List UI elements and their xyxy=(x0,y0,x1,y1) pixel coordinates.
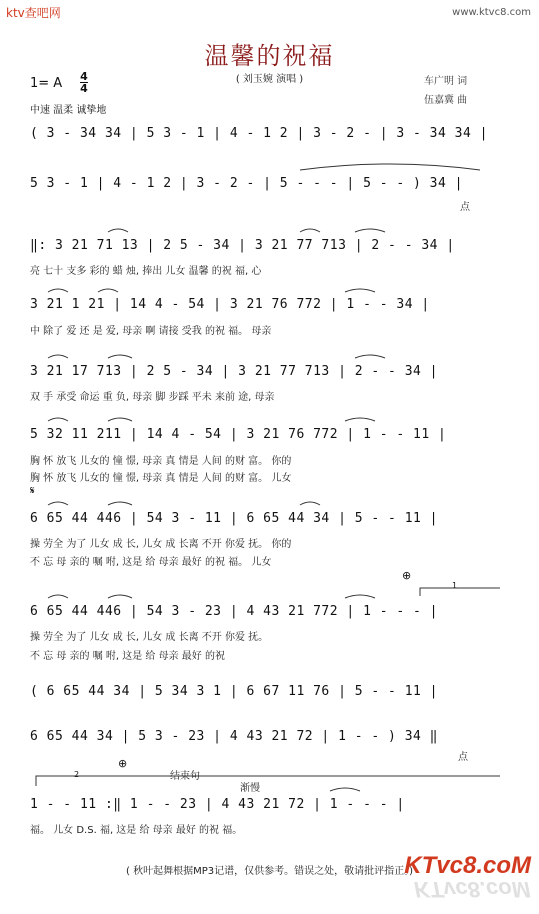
lyric-line: 操 劳全 为了 儿女 成 长, 儿女 成 长离 不开 你爱 抚。 你的 xyxy=(30,539,292,550)
lyric-line: 中 除了 爱 还 是 爱, 母亲 啊 请接 受我 的祝 福。 母亲 xyxy=(30,326,272,337)
song-singer: ( 刘玉婉 演唱 ) xyxy=(235,74,304,85)
tie-arc xyxy=(48,595,68,598)
tie-arc xyxy=(48,502,68,505)
notation-row: 3 21 17 713 | 2 5 - 34 | 3 21 77 713 | 2 - - 34 | xyxy=(30,364,439,379)
tie-arc xyxy=(48,418,68,421)
lyric-line: 不 忘 母 亲的 嘱 咐, 这是 给 母亲 最好 的祝 福。 儿女 xyxy=(30,557,272,568)
site-url: www.ktvc8.com xyxy=(452,7,531,18)
tie-arc xyxy=(108,355,132,358)
lyric-line: 点 xyxy=(460,202,470,213)
volta-1-bracket xyxy=(420,588,500,596)
ritardando-label: 渐慢 xyxy=(240,783,260,794)
segno-sign: 𝄋 xyxy=(30,484,35,497)
notation-row: 1 - - 11 :‖ 1 - - 23 | 4 43 21 72 | 1 - - - | xyxy=(30,797,405,812)
notation-row: 6 65 44 446 | 54 3 - 11 | 6 65 44 34 | 5 - - 11 | xyxy=(30,511,439,526)
notation-row: 6 65 44 446 | 54 3 - 23 | 4 43 21 772 | 1 - - - | xyxy=(30,604,439,619)
tie-arc xyxy=(48,355,68,358)
lyric-line: 胸 怀 放飞 儿女的 憧 憬, 母亲 真 情是 人间 的财 富。 儿女 xyxy=(30,473,292,484)
site-logo: KTvc8.coM xyxy=(404,852,531,879)
ending-label: 结束句 xyxy=(170,771,200,782)
time-bottom: 4 xyxy=(80,82,88,95)
transcription-note: ( 秋叶起舞根据MP3记谱，仅供参考。错误之处，敬请批评指正。) xyxy=(125,866,413,877)
volta-2-bracket xyxy=(36,776,138,786)
lyric-line: 福。 儿女 D.S. 福, 这是 给 母亲 最好 的祝 福。 xyxy=(30,825,243,836)
tie-arc xyxy=(330,788,360,791)
coda-sign-ending: ⊕ xyxy=(118,757,128,770)
tie-arc xyxy=(355,229,385,232)
notation-row: ( 6 65 44 34 | 5 34 3 1 | 6 67 11 76 | 5 - - 11 | xyxy=(30,684,439,699)
tie-arc xyxy=(300,502,320,505)
tie-arc xyxy=(108,418,132,421)
lyric-line: 双 手 承受 命运 重 负, 母亲 脚 步踩 平未 来前 途, 母亲 xyxy=(30,392,275,403)
tie-arc xyxy=(300,164,480,170)
notation-row: 3 21 1 21 | 14 4 - 54 | 3 21 76 772 | 1 - - 34 | xyxy=(30,297,430,312)
tie-arc xyxy=(108,229,128,232)
lyric-line: 不 忘 母 亲的 嘱 咐, 这是 给 母亲 最好 的祝 xyxy=(30,651,225,662)
lyric-line: 操 劳全 为了 儿女 成 长, 儿女 成 长离 不开 你爱 抚。 xyxy=(30,632,269,643)
notation-row: 6 65 44 34 | 5 3 - 23 | 4 43 21 72 | 1 - - ) 34 ‖ xyxy=(30,729,439,744)
tie-arc xyxy=(108,502,132,505)
composer-credit: 伍嘉冀 曲 xyxy=(424,95,468,106)
volta-1-label: 1 xyxy=(452,581,458,590)
tie-arc xyxy=(48,289,68,292)
tie-arc xyxy=(345,418,375,421)
key-signature: 1= A xyxy=(30,76,63,91)
notation-row: ‖: 3 21 71 13 | 2 5 - 34 | 3 21 77 713 | 2 - - 34 | xyxy=(30,238,455,253)
site-watermark: ktv查吧网 xyxy=(6,6,61,20)
lyric-line: 点 xyxy=(458,752,468,763)
tie-arc xyxy=(345,595,375,598)
tie-arc xyxy=(98,289,118,292)
tie-arc xyxy=(300,229,320,232)
lyric-line: 亮 七十 支多 彩的 蜡 烛, 捧出 儿女 温馨 的祝 福, 心 xyxy=(30,266,262,277)
site-logo-reflection: KTvc8.coM xyxy=(413,877,530,902)
tie-arc xyxy=(355,355,385,358)
notation-row: ( 3 - 34 34 | 5 3 - 1 | 4 - 1 2 | 3 - 2 - | 3 - 34 34 | xyxy=(30,126,488,141)
time-top: 4 xyxy=(80,70,88,83)
notation-row: 5 32 11 211 | 14 4 - 54 | 3 21 76 772 | 1 - - 11 | xyxy=(30,427,447,442)
volta-2-label: 2 xyxy=(74,770,80,779)
lyric-line: 胸 怀 放飞 儿女的 憧 憬, 母亲 真 情是 人间 的财 富。 你的 xyxy=(30,456,292,467)
song-title: 温馨的祝福 xyxy=(204,42,335,70)
lyricist-credit: 车广明 词 xyxy=(424,76,468,87)
coda-sign: ⊕ xyxy=(402,569,412,582)
tie-arc xyxy=(345,289,375,292)
tie-arc xyxy=(108,595,132,598)
tempo-marking: 中速 温柔 诚挚地 xyxy=(30,105,107,116)
notation-row: 5 3 - 1 | 4 - 1 2 | 3 - 2 - | 5 - - - | 5 - - ) 34 | xyxy=(30,176,463,191)
